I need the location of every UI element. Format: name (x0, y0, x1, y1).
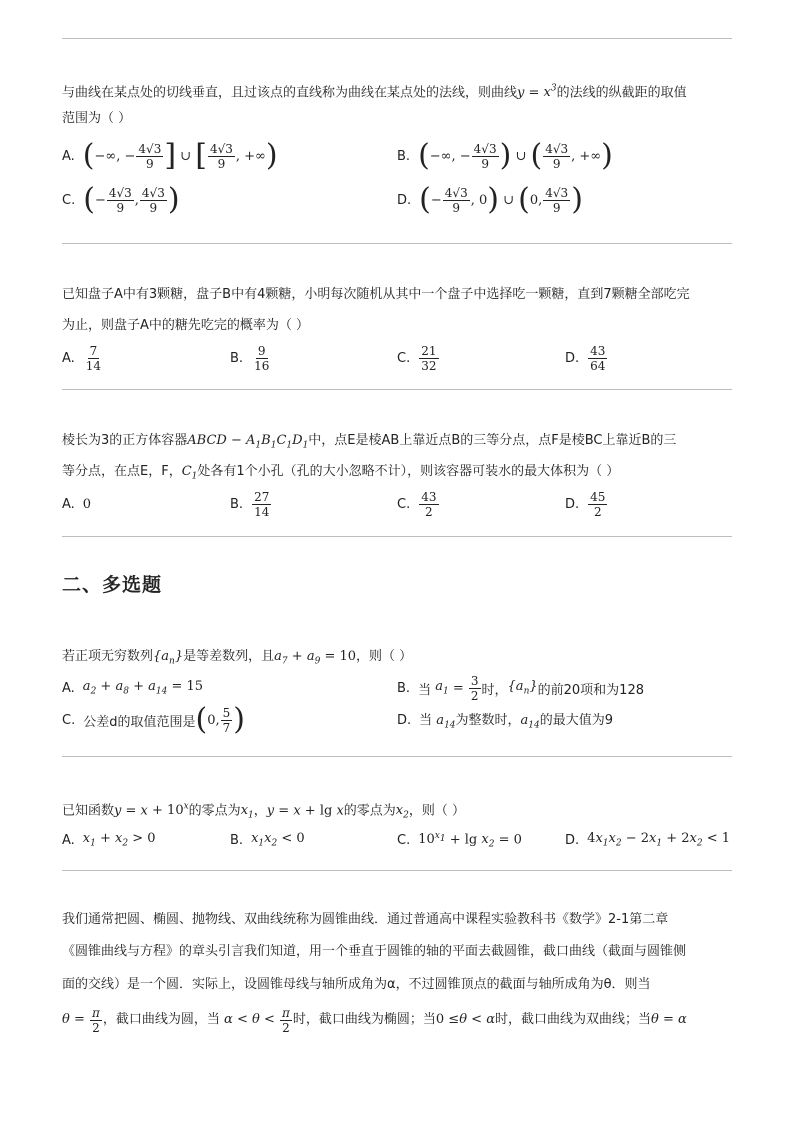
question-2-option-c[interactable]: C. $\frac{21}{32}$ (397, 343, 437, 373)
question-1-option-c[interactable]: C. ( − $\frac{4√3}{9}$ , $\frac{4√3}{9}$ ) (62, 182, 180, 217)
question-4-option-a[interactable]: A. $a_2 + a_8 + a_{14} = 15$ (62, 679, 204, 697)
option-d-math: ( − $\frac{4√3}{9}$ , 0 ) ∪ ( 0, $\frac{4√3}{9}$ ) (419, 182, 583, 217)
question-5-option-c[interactable]: C. $10^{x_1} + \lg x_2 = 0$ (397, 830, 522, 850)
question-3-stem: 棱长为3的正方体容器ABCD − $A_1B_1C_1D_1$中，点E是棱AB上靠近点B的三等分点，点F是棱BC上靠近B的三 (62, 433, 677, 451)
question-6-stem: 我们通常把圆、椭圆、抛物线、双曲线统称为圆锥曲线．通过普通高中课程实验教科书《数学》2-1第二章 (62, 912, 669, 927)
question-2-option-d[interactable]: D. $\frac{43}{64}$ (565, 343, 606, 373)
divider (62, 389, 732, 390)
question-1-option-a[interactable]: A. ( −∞, − $\frac{4√3}{9}$ ] ∪ [ $\frac{4√3}{9}$ , +∞ ) (62, 138, 278, 173)
option-c-math: ( − $\frac{4√3}{9}$ , $\frac{4√3}{9}$ ) (83, 182, 180, 217)
question-3-option-c[interactable]: C. $\frac{43}{2}$ (397, 489, 437, 519)
question-4-option-c[interactable]: C. 公差d的取值范围是 ( 0, $\frac{5}{7}$ ) (62, 702, 245, 737)
divider (62, 870, 732, 871)
question-3-option-b[interactable]: B. $\frac{27}{14}$ (230, 489, 270, 519)
question-2-stem-line2: 为止，则盘子A中的糖先吃完的概率为（ ） (62, 318, 310, 333)
question-2-option-b[interactable]: B. $\frac{9}{16}$ (230, 343, 270, 373)
question-1-option-d[interactable]: D. ( − $\frac{4√3}{9}$ , 0 ) ∪ ( 0, $\frac{4√3}{9}$ ) (397, 182, 583, 217)
question-4-option-d[interactable]: D. 当 $a_{14}$为整数时，$a_{14}$的最大值为9 (397, 712, 614, 731)
question-1-stem-line2: 范围为（ ） (62, 111, 132, 126)
divider (62, 536, 732, 537)
question-5-option-b[interactable]: B. $x_1x_2 < 0$ (230, 831, 305, 849)
question-2-option-a[interactable]: A. $\frac{7}{14}$ (62, 343, 102, 373)
question-6-stem-line2: 《圆锥曲线与方程》的章头引言我们知道，用一个垂直于圆锥的轴的平面去截圆锥，截口曲线（截面与圆锥侧 (62, 944, 687, 959)
question-4-option-b[interactable]: B. 当 $a_1$ = $\frac{3}{2}$ 时， $\{a_n\}$ 的前20项和为128 (397, 673, 644, 703)
question-5-option-d[interactable]: D. $4x_1x_2 - 2x_1 + 2x_2 < 1$ (565, 831, 731, 849)
question-2-stem: 已知盘子A中有3颗糖，盘子B中有4颗糖，小明每次随机从其中一个盘子中选择吃一颗糖，直到7颗糖全部吃完 (62, 287, 690, 302)
question-5-option-a[interactable]: A. $x_1 + x_2 > 0$ (62, 831, 156, 849)
question-6-stem-line3: 面的交线）是一个圆．实际上，设圆锥母线与轴所成角为α，不过圆锥顶点的截面与轴所成角为θ．则当 (62, 977, 651, 992)
question-4-stem: 若正项无穷数列$\{a_n\}$是等差数列，且$a_7 + a_9 = 10$，则（ ） (62, 649, 413, 667)
question-3-stem-line2: 等分点，在点E，F，$C_1$处各有1个小孔（孔的大小忽略不计），则该容器可装水的最大体积为（ ） (62, 464, 620, 482)
option-a-math: ( −∞, − $\frac{4√3}{9}$ ] ∪ [ $\frac{4√3}{9}$ , +∞ ) (82, 138, 278, 173)
divider (62, 756, 732, 757)
divider (62, 243, 732, 244)
question-1-stem: 与曲线在某点处的切线垂直，且过该点的直线称为曲线在某点处的法线，则曲线$y = x^3$的法线的纵截距的取值 (62, 84, 687, 101)
question-5-stem: 已知函数$y = x + 10^x$的零点为$x_1$，y = x + lg x的零点为$x_2$，则（ ） (62, 802, 466, 821)
question-6-stem-line4: θ = $\frac{\pi}{2}$ ，截口曲线为圆，当 α < θ < $\frac{\pi}{2}$ 时，截口曲线为椭圆；当 0 ≤ θ < α 时，截口曲线为双曲线；当 θ = α (62, 1005, 687, 1035)
question-3-option-a[interactable]: A. 0 (62, 496, 92, 512)
divider (62, 38, 732, 39)
option-b-math: ( −∞, − $\frac{4√3}{9}$ ) ∪ ( $\frac{4√3}{9}$ , +∞ ) (418, 138, 613, 173)
question-1-option-b[interactable]: B. ( −∞, − $\frac{4√3}{9}$ ) ∪ ( $\frac{4√3}{9}$ , +∞ ) (397, 138, 613, 173)
section-title: 二、多选题 (62, 574, 163, 596)
question-3-option-d[interactable]: D. $\frac{45}{2}$ (565, 489, 606, 519)
